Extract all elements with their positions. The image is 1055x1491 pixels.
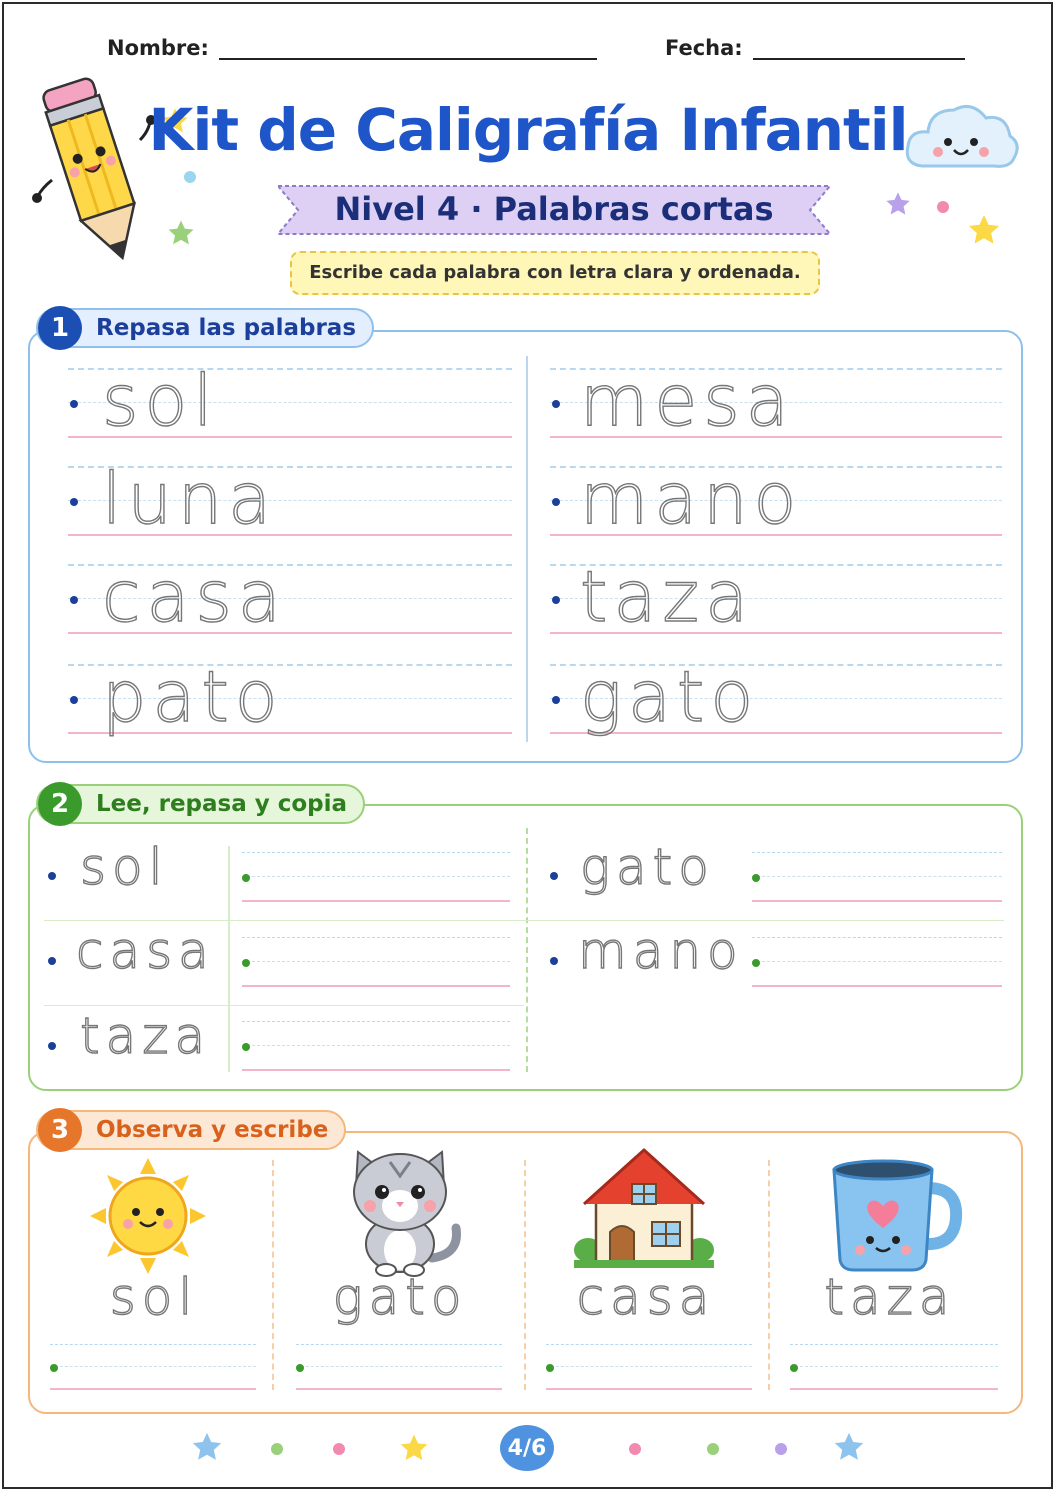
section2-title: Lee, repasa y copia — [96, 791, 348, 817]
house-icon — [574, 1146, 714, 1268]
trace-row[interactable] — [550, 360, 1002, 468]
instruction-box: Escribe cada palabra con letra clara y ordenada. — [290, 251, 820, 295]
section3-divider — [524, 1160, 526, 1390]
section3-number: 3 — [38, 1108, 82, 1152]
section1-number: 1 — [38, 306, 82, 350]
dot-icon — [270, 1442, 284, 1456]
trace-word: gato — [580, 838, 715, 896]
dot-icon — [706, 1442, 720, 1456]
level-title: Nivel 4 · Palabras cortas — [334, 190, 774, 228]
trace-word: gato — [332, 1268, 468, 1326]
trace-word: taza — [580, 556, 754, 638]
section1-divider — [526, 356, 528, 742]
dot-icon — [628, 1442, 642, 1456]
trace-word: sol — [109, 1268, 199, 1326]
date-field — [665, 36, 965, 60]
section3-title: Observa y escribe — [96, 1117, 329, 1143]
copy-row[interactable] — [752, 937, 1002, 1037]
page-number: 4/6 — [500, 1425, 554, 1471]
date-label: Fecha: — [665, 36, 743, 60]
trace-row[interactable] — [68, 360, 512, 468]
copy-row[interactable] — [242, 1021, 510, 1121]
date-line[interactable] — [753, 36, 965, 60]
trace-word: mano — [580, 458, 803, 540]
trace-row[interactable] — [550, 556, 1002, 664]
star-icon — [832, 1430, 866, 1464]
copy-row[interactable] — [546, 1344, 752, 1444]
trace-word: casa — [102, 556, 287, 638]
copy-row[interactable] — [296, 1344, 502, 1444]
trace-row[interactable] — [550, 656, 1002, 764]
page-title: Kit de Caligrafía Infantil — [148, 96, 908, 164]
star-icon — [190, 1430, 224, 1464]
trace-word: sol — [80, 838, 169, 896]
trace-row[interactable] — [68, 556, 512, 664]
section2-number: 2 — [38, 782, 82, 826]
name-label: Nombre: — [107, 36, 209, 60]
trace-row[interactable] — [68, 458, 512, 566]
star-icon — [166, 218, 196, 248]
trace-word: casa — [576, 1268, 716, 1326]
sun-icon — [90, 1158, 206, 1274]
copy-row[interactable] — [790, 1344, 998, 1444]
cat-icon — [340, 1146, 466, 1276]
mug-icon — [828, 1158, 960, 1272]
section1-header — [36, 308, 374, 348]
dot-icon — [183, 170, 197, 184]
section2-header — [36, 784, 365, 824]
section3-divider — [272, 1160, 274, 1390]
star-icon — [884, 190, 912, 218]
trace-word: sol — [102, 360, 219, 442]
trace-row[interactable] — [68, 656, 512, 764]
section1-title: Repasa las palabras — [96, 315, 357, 341]
trace-word: taza — [824, 1268, 956, 1326]
trace-word: taza — [80, 1007, 212, 1065]
section3-header — [36, 1110, 346, 1150]
trace-word: gato — [580, 656, 760, 738]
name-line[interactable] — [219, 36, 597, 60]
dot-icon — [774, 1442, 788, 1456]
name-field — [107, 36, 597, 60]
copy-row[interactable] — [50, 1344, 256, 1444]
section2-divider — [526, 828, 528, 1072]
dot-icon — [332, 1442, 346, 1456]
trace-word: mano — [578, 922, 744, 980]
trace-word: luna — [102, 458, 278, 540]
trace-word: casa — [76, 922, 215, 980]
dot-icon — [936, 200, 950, 214]
star-icon — [398, 1432, 430, 1464]
section3-divider — [768, 1160, 770, 1390]
section2-word-divider — [228, 846, 230, 1072]
trace-word: pato — [102, 656, 284, 738]
star-icon — [966, 212, 1002, 248]
trace-word: mesa — [580, 360, 795, 442]
trace-row[interactable] — [550, 458, 1002, 566]
